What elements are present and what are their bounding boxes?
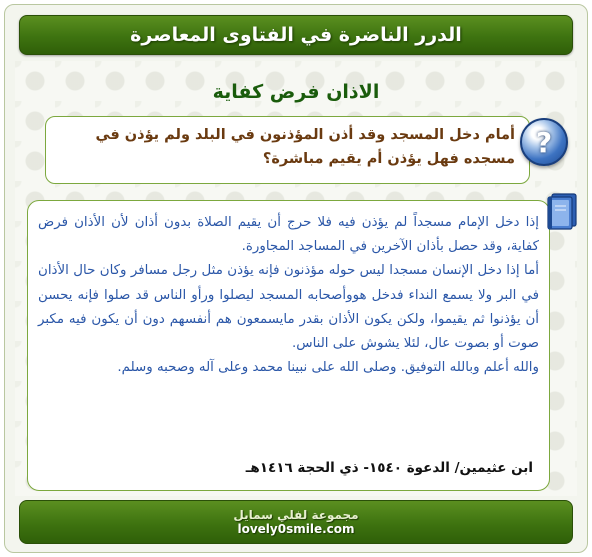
question-text: أمام دخل المسجد وقد أذن المؤذنون في البلد ولم يؤذن في مسجده فهل يؤذن أم يقيم مباشرة؟ [95, 127, 515, 167]
page-frame [4, 4, 588, 553]
answer-paragraph: أما إذا دخل الإنسان مسجدا ليس حوله مؤذنون فإنه يؤذن مثل رجل مسافر وكان حال الأذان في البر ولا يسمع النداء فدخل هووأصحابه المسجد ليصلوا ورأو الناس قد صلوا فإنه يحسن أن يؤذنوا ثم يقيموا، ولكن يكون الأذان بقدر مايسمعون هم أنفسهم دون أن يكون فيه مكبر صوت أو بصوت عال، لئلا يشوش على الناس. [38, 263, 539, 352]
title-bar [19, 15, 573, 55]
book-icon [543, 192, 579, 232]
footer-bar [19, 500, 573, 544]
question-mark-icon [520, 118, 568, 166]
answer-paragraph: إذا دخل الإمام مسجداً لم يؤذن فيه فلا حرج أن يقيم الصلاة بدون أذان لأن الأذان فرض كفاية، وقد حصل بأذان الآخرين في المساجد المجاورة. [38, 215, 539, 255]
answer-text [38, 211, 539, 380]
question-mark-glyph: ? [535, 125, 553, 159]
footer-site-url[interactable]: lovely0smile.com [237, 522, 355, 536]
fatwa-heading: الاذان فرض كفاية [212, 81, 380, 103]
footer-site-name: مجموعة لفلي سمايل [233, 508, 359, 522]
answer-box [27, 200, 550, 491]
question-box [45, 116, 530, 184]
page-title: الدرر الناضرة في الفتاوى المعاصرة [130, 24, 462, 46]
source-citation: ابن عثيمين/ الدعوة ١٥٤٠- ذي الحجة ١٤١٦هـ [245, 460, 533, 476]
answer-paragraph: والله أعلم وبالله التوفيق. وصلى الله على نبينا محمد وعلى آله وصحبه وسلم. [117, 360, 539, 376]
